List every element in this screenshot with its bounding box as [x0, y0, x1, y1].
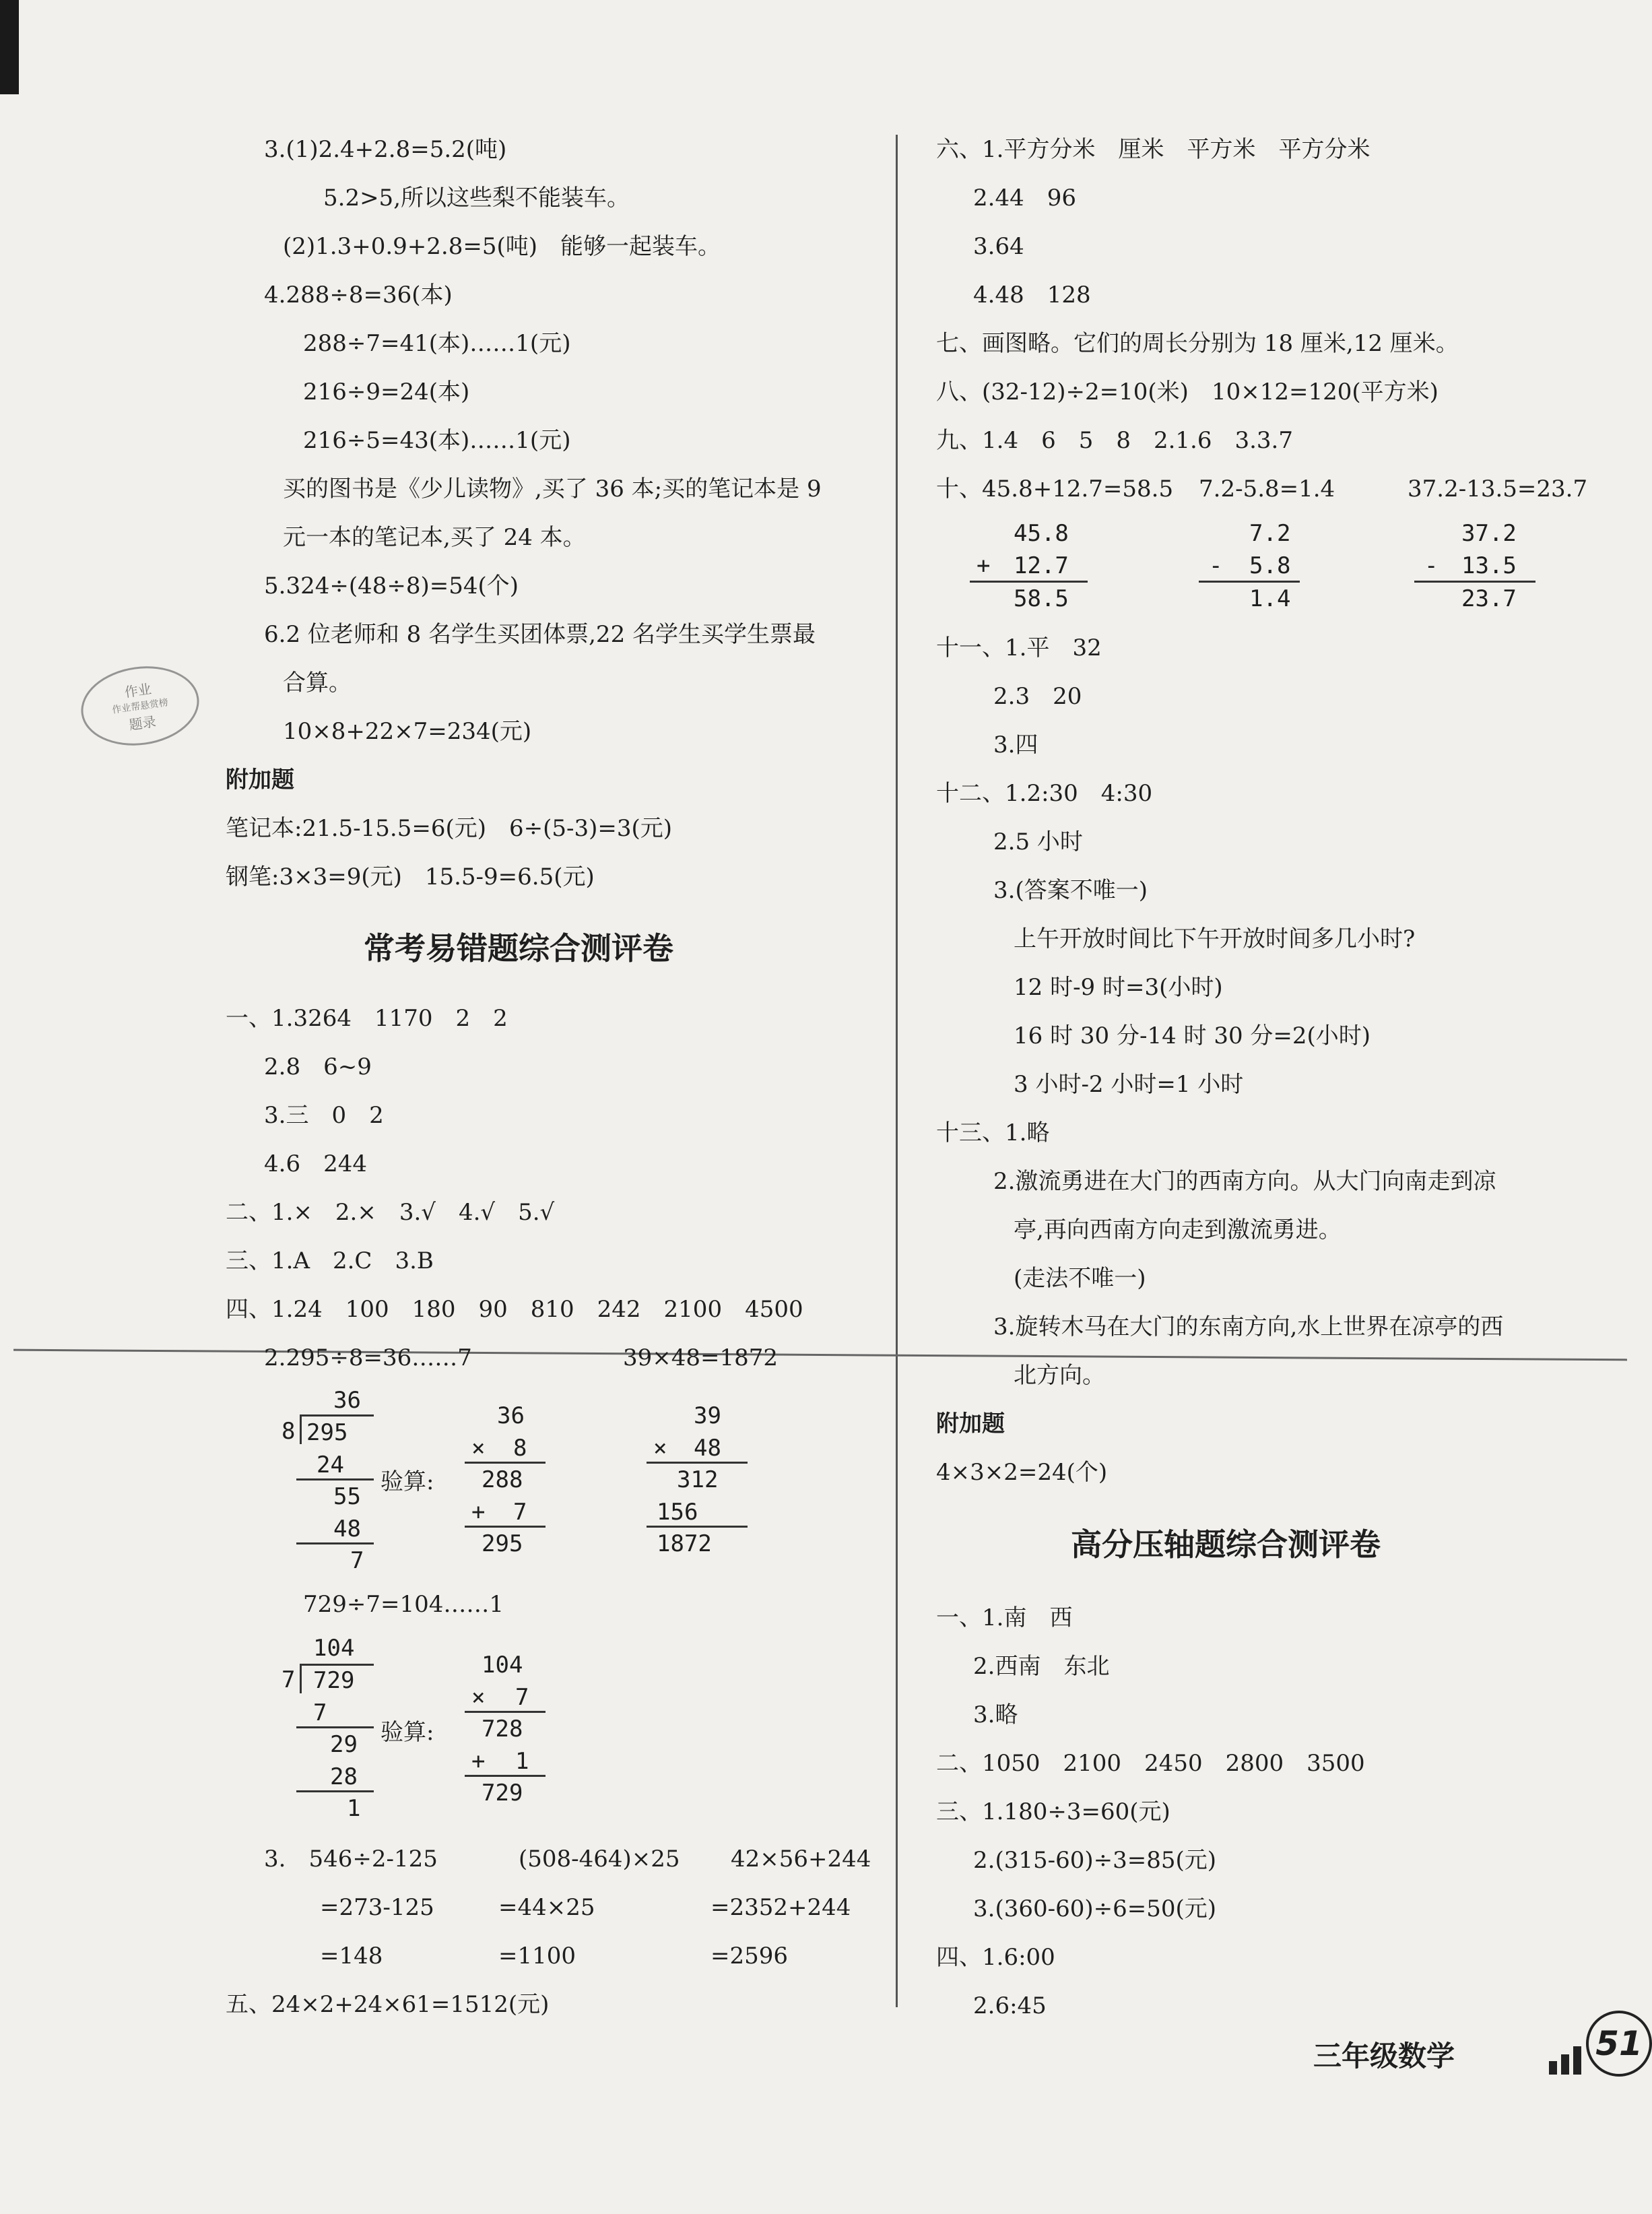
vert-rule — [465, 1526, 546, 1528]
answer-line: 钢笔:3×3=9(元) 15.5-9=6.5(元) — [226, 864, 595, 890]
answer-line: =2596 — [711, 1943, 789, 1969]
answer-line: =44×25 — [498, 1894, 595, 1921]
answer-line: 元一本的笔记本,买了 24 本。 — [283, 524, 586, 551]
vert-operand: 7 — [515, 1684, 529, 1711]
answer-line: 3 小时-2 小时=1 小时 — [1014, 1071, 1244, 1098]
vert-rule — [465, 1711, 546, 1713]
vert-operand: 1 — [515, 1748, 529, 1775]
answer-line: 10×8+22×7=234(元) — [283, 718, 532, 745]
vert-rule — [647, 1462, 748, 1464]
answer-line: 42×56+244 — [731, 1846, 871, 1873]
bonus-heading: 附加题 — [226, 767, 294, 793]
answer-line: 八、(32-12)÷2=10(米) 10×12=120(平方米) — [936, 379, 1439, 405]
answer-line: 216÷9=24(本) — [303, 379, 470, 405]
answer-line: =148 — [320, 1943, 383, 1969]
vert-rule — [465, 1462, 546, 1464]
answer-line: 5.324÷(48÷8)=54(个) — [264, 573, 519, 599]
answer-line: 二、1050 2100 2450 2800 3500 — [936, 1750, 1365, 1777]
answer-line: 3.四 — [993, 731, 1038, 758]
division-step: 48 — [333, 1516, 361, 1542]
vert-result: 1872 — [657, 1530, 712, 1557]
division-step: 29 — [330, 1731, 358, 1758]
division-dividend: 729 — [313, 1667, 355, 1694]
vert-rule — [970, 581, 1088, 583]
stamp-text-1: 作业 — [123, 680, 153, 701]
answer-line: 北方向。 — [1014, 1362, 1105, 1389]
answer-line: 十二、1.2:30 4:30 — [936, 780, 1153, 807]
answer-line: 合算。 — [283, 670, 352, 696]
vert-result: 58.5 — [1014, 585, 1069, 612]
vert-result: 1.4 — [1249, 585, 1291, 612]
bonus-heading: 附加题 — [936, 1410, 1005, 1437]
division-quotient: 104 — [313, 1635, 355, 1662]
vert-rule — [647, 1526, 748, 1528]
answer-line: 笔记本:21.5-15.5=6(元) 6÷(5-3)=3(元) — [226, 815, 673, 842]
answer-line: 三、1.A 2.C 3.B — [226, 1247, 434, 1274]
vert-partial: 156 — [657, 1499, 698, 1526]
answer-line: 16 时 30 分-14 时 30 分=2(小时) — [1014, 1022, 1371, 1049]
vert-rule — [1199, 581, 1300, 583]
answer-line: 4.48 128 — [973, 282, 1091, 308]
division-bracket — [300, 1414, 302, 1444]
division-divisor: 7 — [282, 1666, 296, 1693]
answer-line: 一、1.3264 1170 2 2 — [226, 1005, 508, 1032]
answer-line: 3.(1)2.4+2.8=5.2(吨) — [264, 136, 507, 163]
column-divider — [896, 135, 898, 2007]
check-label: 验算: — [381, 1468, 434, 1495]
answer-line: 216÷5=43(本)……1(元) — [303, 427, 571, 454]
answer-line: 4.6 244 — [264, 1150, 367, 1177]
answer-line: (走法不唯一) — [1014, 1265, 1146, 1292]
answer-line: 十三、1.略 — [936, 1119, 1050, 1146]
vert-rule — [1414, 581, 1535, 583]
answer-line: =1100 — [498, 1943, 576, 1969]
vert-operand: 37.2 — [1461, 520, 1517, 547]
answer-line: 亭,再向西南方向走到激流勇进。 — [1014, 1216, 1342, 1243]
vert-operand: 7 — [513, 1499, 527, 1526]
homework-stamp — [76, 659, 204, 752]
vert-operand: 8 — [513, 1435, 527, 1462]
answer-line: (2)1.3+0.9+2.8=5(吨) 能够一起装车。 — [283, 233, 721, 260]
vert-operator: × — [653, 1435, 667, 1462]
answer-line: 4×3×2=24(个) — [936, 1459, 1108, 1486]
answer-line: 6.2 位老师和 8 名学生买团体票,22 名学生买学生票最 — [264, 621, 816, 648]
division-step: 7 — [313, 1699, 327, 1726]
page-number: 51 — [1586, 2011, 1652, 2077]
vert-operator: × — [471, 1684, 486, 1711]
answer-line: 39×48=1872 — [623, 1344, 779, 1371]
answer-line: 上午开放时间比下午开放时间多几小时? — [1014, 925, 1416, 952]
answer-line: 六、1.平方分米 厘米 平方米 平方分米 — [936, 136, 1370, 163]
vert-result: 288 — [482, 1466, 523, 1493]
answer-line: 2.5 小时 — [993, 828, 1083, 855]
answer-line: 3.旋转木马在大门的东南方向,水上世界在凉亭的西 — [993, 1313, 1504, 1340]
answer-line: 2.(315-60)÷3=85(元) — [973, 1847, 1217, 1874]
answer-line: 十一、1.平 32 — [936, 634, 1102, 661]
answer-line: 七、画图略。它们的周长分别为 18 厘米,12 厘米。 — [936, 330, 1459, 357]
answer-line: 十、45.8+12.7=58.5 — [936, 476, 1174, 502]
answer-line: =2352+244 — [711, 1894, 851, 1921]
fold-line — [13, 1349, 1627, 1361]
answer-line: 2.295÷8=36……7 — [264, 1344, 472, 1371]
division-rule — [296, 1726, 374, 1728]
answer-line: 2.激流勇进在大门的西南方向。从大门向南走到凉 — [993, 1168, 1496, 1195]
vert-operand: 45.8 — [1014, 520, 1069, 547]
division-step: 24 — [317, 1452, 344, 1478]
left-edge — [0, 0, 19, 94]
answer-line: 3.(答案不唯一) — [993, 877, 1148, 904]
vert-operand: 13.5 — [1461, 552, 1517, 579]
vert-operator: - — [1209, 552, 1223, 579]
answer-line: 3.三 0 2 — [264, 1102, 384, 1129]
vert-operator: + — [471, 1499, 486, 1526]
vert-operand: 7.2 — [1249, 520, 1291, 547]
vert-result: 728 — [482, 1716, 523, 1743]
answer-line: 2.6:45 — [973, 1992, 1047, 2019]
answer-line: 3.略 — [973, 1701, 1018, 1728]
stamp-text-2: 作业帮悬赏榜 — [111, 697, 169, 716]
answer-line: 3.64 — [973, 233, 1024, 260]
division-quotient: 36 — [333, 1387, 361, 1414]
vert-operator: - — [1424, 552, 1439, 579]
answer-line: 7.2-5.8=1.4 — [1199, 476, 1335, 502]
vert-result: 295 — [482, 1530, 523, 1557]
division-dividend: 295 — [306, 1419, 348, 1446]
vert-operand: 36 — [497, 1402, 525, 1429]
division-step: 55 — [333, 1483, 361, 1510]
answer-line: 3. 546÷2-125 — [264, 1846, 438, 1873]
answer-line: 2.西南 东北 — [973, 1653, 1110, 1680]
stamp-text-3: 题录 — [128, 713, 158, 734]
answer-line: (508-464)×25 — [519, 1846, 680, 1873]
answer-line: 2.8 6~9 — [264, 1053, 372, 1080]
vert-operator: + — [471, 1748, 486, 1775]
answer-line: 729÷7=104……1 — [303, 1591, 504, 1618]
division-remainder: 7 — [350, 1547, 364, 1574]
division-remainder: 1 — [347, 1795, 361, 1822]
vert-result: 729 — [482, 1780, 523, 1806]
division-bracket — [300, 1664, 302, 1693]
section-title: 常考易错题综合测评卷 — [364, 930, 673, 967]
section-title: 高分压轴题综合测评卷 — [1071, 1526, 1381, 1563]
division-bar — [300, 1414, 374, 1417]
answer-line: 九、1.4 6 5 8 2.1.6 3.3.7 — [936, 427, 1293, 454]
vert-partial: 312 — [677, 1466, 719, 1493]
answer-line: =273-125 — [320, 1894, 434, 1921]
answer-line: 12 时-9 时=3(小时) — [1014, 974, 1223, 1001]
answer-line: 三、1.180÷3=60(元) — [936, 1798, 1170, 1825]
answer-line: 4.288÷8=36(本) — [264, 282, 453, 308]
division-rule — [296, 1790, 374, 1792]
vert-operand: 5.8 — [1249, 552, 1291, 579]
answer-line: 四、1.24 100 180 90 810 242 2100 4500 — [226, 1296, 803, 1323]
vert-operand: 48 — [694, 1435, 721, 1462]
answer-line: 288÷7=41(本)……1(元) — [303, 330, 571, 357]
division-bar — [300, 1664, 374, 1666]
answer-line: 2.3 20 — [993, 683, 1082, 710]
vert-operator: + — [977, 552, 991, 579]
division-rule — [296, 1478, 374, 1480]
answer-line: 四、1.6:00 — [936, 1944, 1055, 1971]
vert-rule — [465, 1775, 546, 1777]
check-label: 验算: — [381, 1719, 434, 1746]
division-divisor: 8 — [282, 1418, 296, 1445]
answer-line: 3.(360-60)÷6=50(元) — [973, 1895, 1217, 1922]
answer-line: 二、1.× 2.× 3.√ 4.√ 5.√ — [226, 1199, 555, 1226]
vert-operand: 104 — [482, 1652, 523, 1679]
footer-label: 三年级数学 — [1313, 2040, 1455, 2073]
vert-operator: × — [471, 1435, 486, 1462]
answer-line: 买的图书是《少儿读物》,买了 36 本;买的笔记本是 9 — [283, 476, 822, 502]
answer-line: 一、1.南 西 — [936, 1604, 1073, 1631]
answer-line: 37.2-13.5=23.7 — [1408, 476, 1588, 502]
vert-result: 23.7 — [1461, 585, 1517, 612]
vert-operand: 12.7 — [1014, 552, 1069, 579]
division-step: 28 — [330, 1763, 358, 1790]
answer-line: 五、24×2+24×61=1512(元) — [226, 1991, 550, 2018]
division-rule — [296, 1542, 374, 1544]
vert-operand: 39 — [694, 1402, 721, 1429]
answer-line: 5.2>5,所以这些梨不能装车。 — [323, 185, 630, 211]
answer-line: 2.44 96 — [973, 185, 1076, 211]
